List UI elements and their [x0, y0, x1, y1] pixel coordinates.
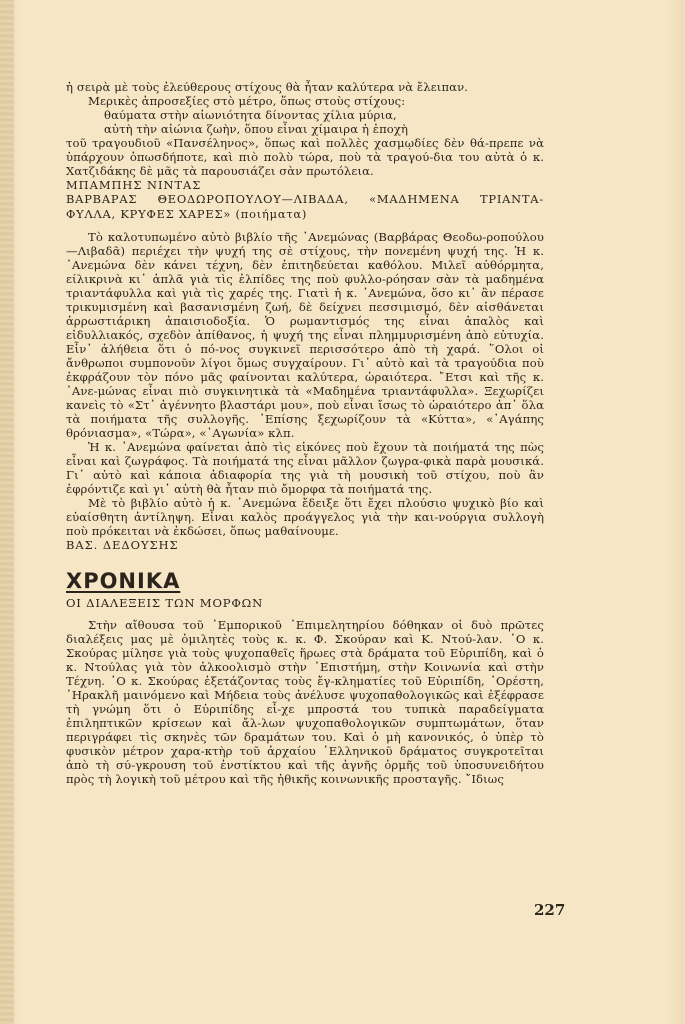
section-subtitle: ΟΙ ΔΙΑΛΕΞΕΙΣ ΤΩΝ ΜΟΡΦΩΝ: [66, 596, 264, 610]
binding-edge: [0, 0, 14, 1024]
verse-line-1: θαύματα στὴν αἰωνιότητα δίνοντας χίλια μύρια,: [104, 108, 397, 122]
letter-signature: ΜΠΑΜΠΗΣ ΝΙΝΤΑΣ: [66, 178, 202, 192]
chronicle-paragraph: Στὴν αἴθουσα τοῦ ᾿Εμπορικοῦ ᾿Επιμελητηρίου δόθηκαν οἱ δυὸ πρῶτες διαλέξεις μας μὲ ὁμιλητὲς τοὺς κ. κ. Φ. Σκούραν καὶ Κ. Ντού-λαν. ῾Ο κ. Σκούρας μίλησε γιὰ τοὺς ψυχοπαθεῖς ἥρωες στὰ δράματα τοῦ Εὐριπίδη, καὶ ὁ κ. Ντούλας γιὰ τὸν ἀλκοολισμὸ στὴν ᾿Επιστήμη, στὴν Κοινωνία καὶ στὴν Τέχνη. ῾Ο κ. Σκούρας ἐξετάζοντας τοὺς ἔγ-κληματίες τοῦ Εὐριπίδη, ᾿Ορέστη, ῾Ηρακλῆ μαινόμενο καὶ Μήδεια τοὺς ἀνέλυσε ψυχοπαθολογικῶς καὶ ἐξέφρασε τὴ γνώμη ὅτι ὁ Εὐριπίδης εἶ-χε μπροστά του τυπικὰ παραδείγματα ἐπιληπτικῶν κρίσεων καὶ ἄλ-λων ψυχοπαθολογικῶν συμπτωμάτων, ὅταν περιγράφει τὶς σκηνὲς τῶν δραμάτων του. Καὶ ὁ μὴ κανονικός, ὁ ὑπὲρ τὸ φυσικὸν μέτρον χαρα-κτὴρ τοῦ ἀρχαίου ῾Ελληνικοῦ δράματος συγκροτεῖται ἀπὸ τὴ σύ-γκρουση τοῦ ἐνστίκτου καὶ τῆς ἀγνῆς ὁρμῆς τοῦ ὑποσυνειδήτου πρὸς τὴ λογικὴ τοῦ μέτρου καὶ τῆς ἠθικῆς κοινωνικῆς προσταγῆς. ῎Ιδιως: [66, 618, 544, 786]
review-heading: ΒΑΡΒΑΡΑΣ ΘΕΟΔΩΡΟΠΟΥΛΟΥ—ΛΙΒΑΔΑ, «ΜΑΔΗΜΕΝΑ ΤΡΙΑΝΤΑ-ΦΥΛΛΑ, ΚΡΥΦΕΣ ΧΑΡΕΣ» (ποιήματα): [66, 192, 544, 221]
verse-line-2: αὐτὴ τὴν αἰώνια ζωὴν, ὅπου εἶναι χίμαιρα ἡ ἐποχὴ: [104, 122, 409, 136]
review-paragraph-2: Ἡ κ. ᾿Ανεμώνα φαίνεται ἀπὸ τὶς εἰκόνες ποὺ ἔχουν τὰ ποιήματά της πὼς εἶναι καὶ ζωγράφος. Τὰ ποιήματά της εἶναι μᾶλλον ζωγρα-φικὰ παρὰ μουσικά. Γι᾿ αὐτὸ καὶ κάποια ἀδιαφορία της γιὰ τὴ μουσικὴ τοῦ στίχου, ποὺ ἂν ἐφρόντιζε καὶ γι᾿ αὐτὴ θὰ ἦταν πιὸ ὄμορφα τὰ ποιήματά της.: [66, 440, 544, 496]
review-paragraph-3: Μὲ τὸ βιβλίο αὐτὸ ἡ κ. ᾿Ανεμώνα ἔδειξε ὅτι ἔχει πλούσιο ψυχικὸ βίο καὶ εὐαίσθητη ἀντίληψη. Εἶναι καλὸς προάγγελος γιὰ τὴν και-νούργια συλλογὴ ποὺ πρόκειται νὰ ἐκδώσει, ὅπως μαθαίνουμε.: [66, 496, 544, 538]
review-signature: ΒΑΣ. ΔΕΔΟΥΣΗΣ: [66, 538, 179, 552]
letter-line-2: Μερικὲς ἀπροσεξίες στὸ μέτρο, ὅπως στοὺς στίχους:: [88, 94, 406, 108]
letter-closing: τοῦ τραγουδιοῦ «Πανσέληνος», ὅπως καὶ πολλὲς χασμῳδίες δὲν θά-πρεπε νὰ ὑπάρχουν ὁπωσδήποτε, καὶ πιὸ πολὺ τώρα, ποὺ τὰ τραγού-δια του αὐτὰ ὁ κ. Χατζιδάκης δὲ μᾶς τὰ παρουσιάζει σὰν πρωτόλεια.: [66, 136, 544, 178]
page-number: 227: [534, 901, 566, 919]
review-paragraph-1: Τὸ καλοτυπωμένο αὐτὸ βιβλίο τῆς ᾿Ανεμώνας (Βαρβάρας Θεοδω-ροπούλου—Λιβαδᾶ) περιέχει τὴν ψυχή της σὲ στίχους, τὴν πονεμένη ψυχή της. Ἡ κ. ᾿Ανεμώνα δὲν κάνει τέχνη, δὲν ἐπιτηδεύεται καθόλου. Μιλεῖ αὐθόρμητα, είλικρινὰ κι᾿ ἁπλᾶ γιὰ τὶς ἐλπίδες της ποὺ φυλλο-ρόησαν σὰν τὰ μαδημένα τριαντάφυλλα καὶ γιὰ τὶς χαρές της. Γιατὶ ἡ κ. ᾿Ανεμώνα, ὅσο κι᾿ ἂν πέρασε τρικυμισμένη καὶ βασανισμένη ζωή, δὲ δείχνει πεσσιμισμό, δὲν αἰσθάνεται ἀρρωστιάρικη ἀπαισιοδοξία. Ὁ ρωμαντισμός της εἶναι ἁπαλὸς καὶ εἰδυλλιακός, σχεδὸν ἀπίθανος, ἡ ψυχή της εἶναι πλημμυρισμένη ἀπὸ εὐτυχία. Εἶν᾿ ἀλήθεια ὅτι ὁ πό-νος συγκινεῖ περισσότερο ἀπὸ τὴ χαρά. ῞Ολοι οἱ ἄνθρωποι συμπονοῦν λίγοι ὅμως συγχαίρουν. Γι᾿ αὐτὸ καὶ τὰ τραγούδια ποὺ ἐκφράζουν τὸν πόνο μᾶς φαίνονται καλύτερα, ὡραιότερα. ῎Ετσι καὶ τῆς κ. ᾿Ανε-μώνας εἶναι πιὸ συγκινητικὰ τὰ «Μαδημένα τριαντάφυλλα». Ξεχωρίζει κανεὶς τὸ «Στ᾿ ἀγέννητο βλαστάρι μου», ποὺ εἶναι ἴσως τὸ ὡραιότερο ἀπ᾿ ὅλα τὰ ποιήματα τῆς συλλογῆς. ᾿Επίσης ξεχωρίζουν τὰ «Κύττα», «᾿Αγάπης θρόνιασμα», «Τώρα», «᾿Αγωνία» κλπ.: [66, 230, 544, 440]
letter-line-1: ἡ σειρὰ μὲ τοὺς ἐλεύθερους στίχους θὰ ἦταν καλύτερα νὰ ἔλειπαν.: [66, 80, 469, 94]
text-column: [66, 80, 544, 786]
section-title: ΧΡΟΝΙΚΑ: [66, 569, 181, 593]
